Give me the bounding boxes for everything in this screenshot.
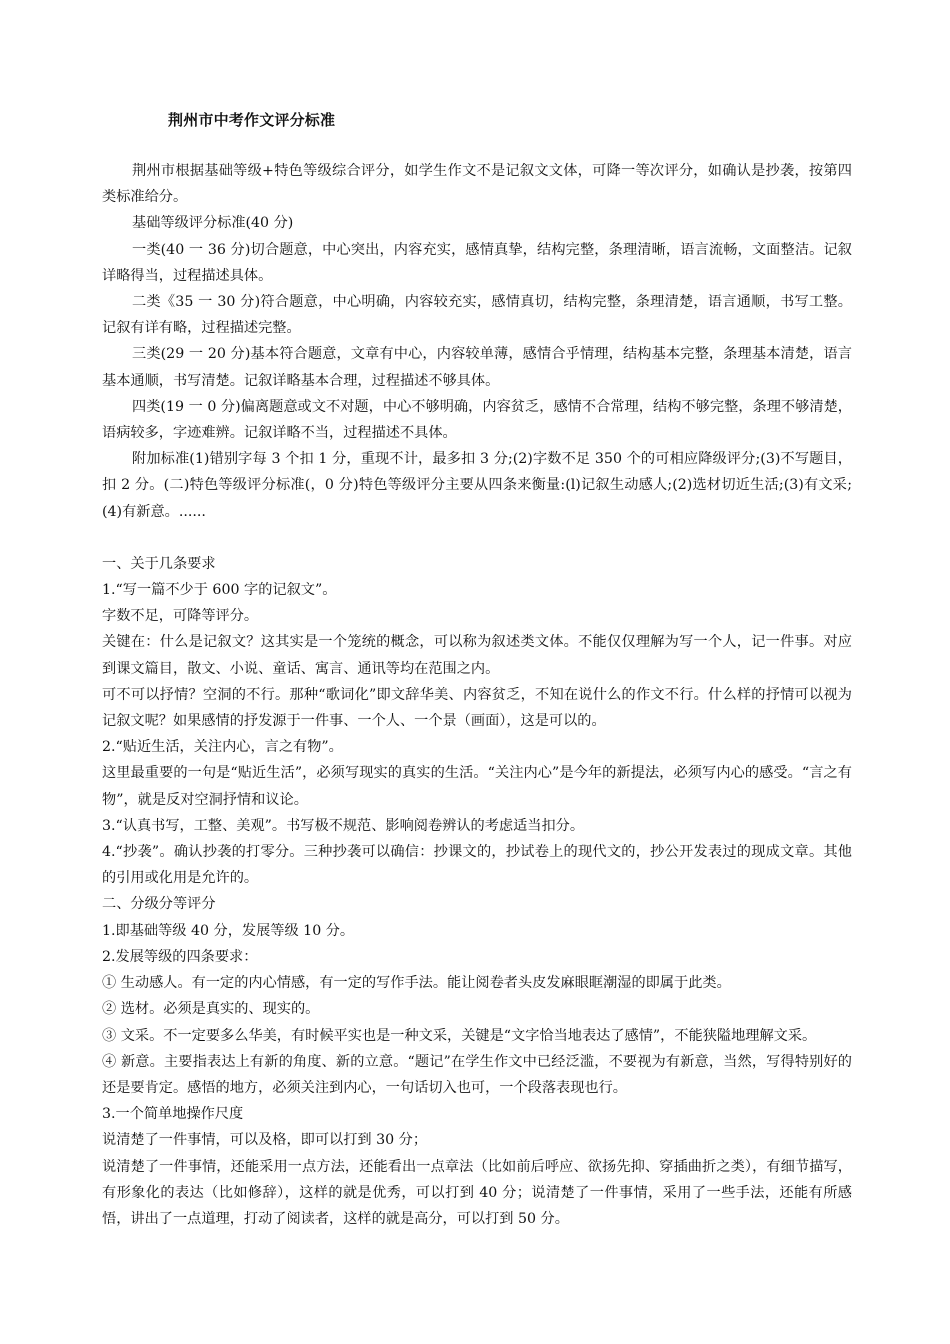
requirements-section xyxy=(102,551,852,892)
requirement-item-3: 3.“认真书写，工整、美观”。书写极不规范、影响阅卷辨认的考虑适当扣分。 xyxy=(102,817,585,834)
grading-item-1: 1.即基础等级 40 分，发展等级 10 分。 xyxy=(102,922,355,939)
measure-excellent-high: 说清楚了一件事情，还能采用一点方法，还能看出一点章法（比如前后呼应、欲扬先抑、穿插曲折之类），有细节描写，有形象化的表达（比如修辞），这样的就是优秀，可以打到 40 分；说清楚了一件事情，采用了一些手法，还能有所感悟，讲出了一点道理，打动了阅读者，这样的就是高分，可以打到 50 分。 xyxy=(102,1158,852,1227)
criterion-novelty: ④ 新意。主要指表达上有新的角度、新的立意。“题记”在学生作文中已经泛滥，不要视为有新意，当然，写得特别好的还是要肯定。感悟的地方，必须关注到内心，一句话切入也可，一个段落表现也行。 xyxy=(102,1053,852,1096)
grade-class-2-paragraph: 二类《35 一 30 分)符合题意，中心明确，内容较充实，感情真切，结构完整，条理清楚，语言通顺，书写工整。记叙有详有略，过程描述完整。 xyxy=(102,294,852,337)
additional-standard-paragraph: 附加标准(1)错别字每 3 个扣 1 分，重现不计，最多扣 3 分;(2)字数不足 350 个的可相应降级评分;(3)不写题目，扣 2 分。(二)特色等级评分标准(，0 分)特色等级评分主要从四条来衡量:(l)记叙生动感人;(2)选材切近生活;(3)有文采;(4)有新意。...... xyxy=(102,451,852,520)
grade-class-4-paragraph: 四类(19 一 0 分)偏离题意或文不对题，中心不够明确，内容贫乏，感情不合常理，结构不够完整，条理不够清楚，语病较多，字迹难辨。记叙详略不当，过程描述不具体。 xyxy=(102,398,852,442)
requirement-item-1-note: 字数不足，可降等评分。 xyxy=(102,608,259,625)
requirement-item-2-note: 这里最重要的一句是“贴近生活”，必须写现实的真实的生活。“关注内心”是今年的新提法，必须写内心的感受。“言之有物”，就是反对空洞抒情和议论。 xyxy=(102,765,852,808)
section-spacer xyxy=(102,525,852,551)
section-heading-requirements: 一、关于几条要求 xyxy=(102,555,216,572)
grading-section xyxy=(102,891,852,1232)
criterion-moving: ① 生动感人。有一定的内心情感，有一定的写作手法。能让阅卷者头皮发麻眼眶潮湿的即属于此类。 xyxy=(102,975,731,992)
intro-section xyxy=(102,158,852,525)
lyric-paragraph: 可不可以抒情？空洞的不行。那种“歌词化”即文辞华美、内容贫乏，不知在说什么的作文不行。什么样的抒情可以视为记叙文呢？如果感情的抒发源于一件事、一个人、一个景（画面），这是可以的。 xyxy=(102,686,852,730)
document-page xyxy=(102,110,852,1232)
document-title: 荆州市中考作文评分标准 xyxy=(168,111,336,129)
criterion-style: ③ 文采。不一定要多么华美，有时候平实也是一种文采，关键是“文字恰当地表达了感情”，不能狭隘地理解文采。 xyxy=(102,1027,817,1044)
grading-item-3: 3.一个简单地操作尺度 xyxy=(102,1106,244,1123)
measure-pass: 说清楚了一件事情，可以及格，即可以打到 30 分； xyxy=(102,1132,428,1149)
basic-grade-heading: 基础等级评分标准(40 分) xyxy=(132,215,294,232)
section-heading-grading: 二、分级分等评分 xyxy=(102,896,216,913)
requirement-item-2: 2.“贴近生活，关注内心，言之有物”。 xyxy=(102,739,343,756)
grade-class-3-paragraph: 三类(29 一 20 分)基本符合题意，文章有中心，内容较单薄，感情合乎情理，结构基本完整，条理基本清楚，语言基本通顺，书写清楚。记叙详略基本合理，过程描述不够具体。 xyxy=(102,346,852,389)
grade-class-1-paragraph: 一类(40 一 36 分)切合题意，中心突出，内容充实，感情真挚，结构完整，条理清晰，语言流畅，文面整洁。记叙详略得当，过程描述具体。 xyxy=(102,241,852,284)
requirement-item-1: 1.“写一篇不少于 600 字的记叙文”。 xyxy=(102,582,337,599)
requirement-item-4: 4.“抄袭”。确认抄袭的打零分。三种抄袭可以确信：抄课文的，抄试卷上的现代文的，抄公开发表过的现成文章。其他的引用或化用是允许的。 xyxy=(102,844,852,887)
intro-paragraph-scoring-method: 荆州市根据基础等级+特色等级综合评分，如学生作文不是记叙文文体，可降一等次评分，如确认是抄袭，按第四类标准给分。 xyxy=(102,163,852,206)
criterion-material: ② 选材。必须是真实的、现实的。 xyxy=(102,1001,320,1018)
grading-item-2: 2.发展等级的四条要求： xyxy=(102,948,258,965)
narrative-definition-paragraph: 关键在：什么是记叙文？这其实是一个笼统的概念，可以称为叙述类文体。不能仅仅理解为写一个人，记一件事。对应到课文篇目，散文、小说、童话、寓言、通讯等均在范围之内。 xyxy=(102,634,852,677)
